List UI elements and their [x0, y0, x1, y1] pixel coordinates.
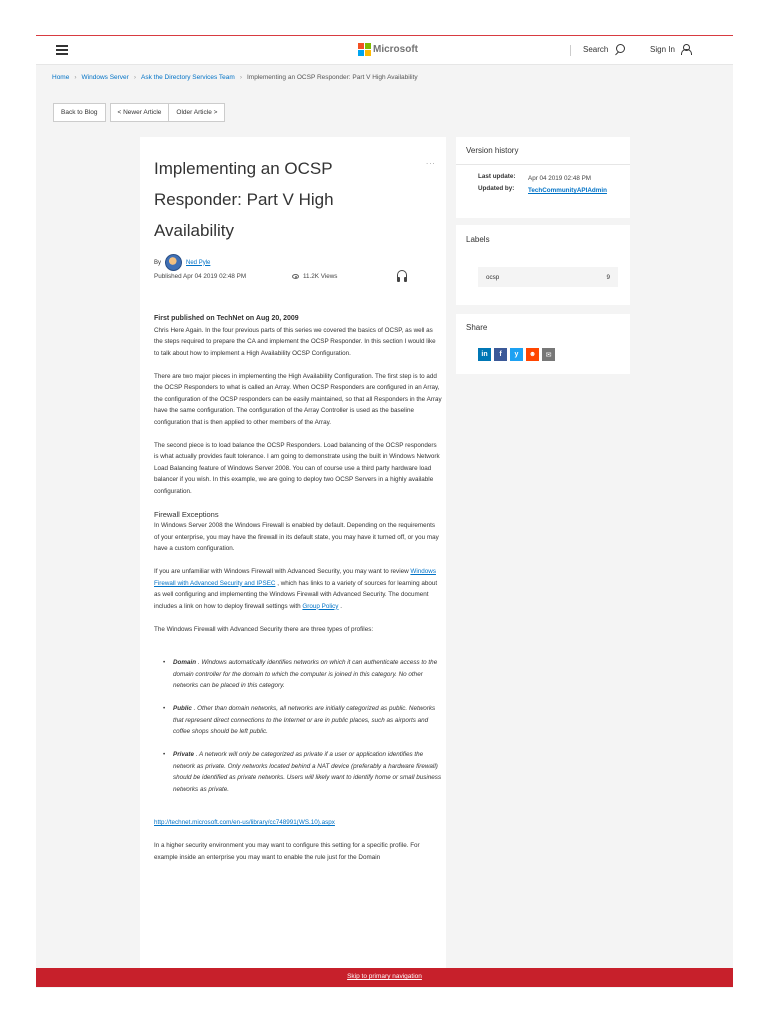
- profile-name: Private: [173, 751, 195, 758]
- more-options-icon[interactable]: ...: [426, 157, 436, 166]
- brand-name: Microsoft: [373, 43, 418, 55]
- firewall-ipsec-link[interactable]: Windows Firewall with Advanced Security and IPSEC: [154, 568, 436, 587]
- profile-text: . Windows automatically identifies networks on which it can authenticate access to the domain controller for the domain to which the computer is joined in this category. No other networks can be placed in this category.: [173, 659, 438, 689]
- breadcrumb: [52, 74, 418, 81]
- chevron-right-icon: ›: [133, 74, 137, 81]
- last-update-label: Last update:: [478, 173, 516, 180]
- profiles-list: [160, 657, 442, 795]
- headphones-icon[interactable]: [397, 270, 407, 280]
- search-button[interactable]: [583, 44, 625, 55]
- chevron-right-icon: ›: [239, 74, 242, 81]
- linkedin-icon[interactable]: in: [478, 348, 491, 361]
- older-article-button[interactable]: Older Article >: [169, 103, 225, 122]
- author-link[interactable]: Ned Pyle: [186, 259, 211, 266]
- microsoft-logo-icon: [358, 43, 370, 55]
- paragraph: Chris Here Again. In the four previous parts of this series we covered the basics of OCSP, as well as the steps required to prepare the CA and implement the OCSP Responder. In this section I would like to talk about how to implement a High Availability OCSP Configuration.: [154, 326, 436, 357]
- view-count: [292, 273, 337, 280]
- group-policy-link[interactable]: Group Policy: [302, 602, 339, 610]
- technet-reference-link[interactable]: http://technet.microsoft.com/en-us/library/cc748991(WS.10).aspx: [154, 819, 335, 826]
- microsoft-logo[interactable]: [358, 43, 418, 55]
- last-update-row: [478, 173, 608, 184]
- list-item: [160, 749, 442, 795]
- twitter-icon[interactable]: y: [510, 348, 523, 361]
- page-frame: [36, 35, 733, 988]
- paragraph: The Windows Firewall with Advanced Security there are three types of profiles:: [154, 625, 374, 633]
- share-icons: [478, 348, 555, 361]
- divider: [456, 164, 630, 165]
- labels-panel: [456, 225, 630, 305]
- breadcrumb-current: Implementing an OCSP Responder: Part V High Availability: [247, 74, 418, 81]
- avatar[interactable]: [165, 254, 182, 271]
- share-panel: [456, 314, 630, 374]
- article-title: Implementing an OCSP Responder: Part V High Availability: [154, 159, 334, 240]
- search-icon: [614, 44, 625, 55]
- paragraph: There are two major pieces in implementing the High Availability Configuration. The first step is to add the OCSP Responders to what is called an Array. When OCSP Responders are configured in an Array, the configuration of the OCSP responders can be easily maintained, so that all Responders in the Array have the same configuration. The configuration of the Array Controller is used as the baseline configuration that is then applied to other members of the Array.: [154, 372, 442, 426]
- first-published: First published on TechNet on Aug 20, 2009: [154, 315, 299, 322]
- content-fade: [144, 955, 446, 969]
- views-label: 11.2K Views: [303, 273, 338, 280]
- paragraph: [154, 817, 442, 829]
- breadcrumb-ask-ds-team[interactable]: Ask the Directory Services Team: [141, 74, 235, 81]
- site-header: [36, 36, 733, 65]
- sign-in-button[interactable]: [650, 44, 691, 55]
- paragraph: In a higher security environment you may want to configure this setting for a specific profile. For example inside an enterprise you may want to enable the rule just for the Domain: [154, 842, 420, 861]
- sign-in-label: Sign In: [650, 45, 675, 54]
- label-count: 9: [606, 273, 610, 281]
- profile-text: . A network will only be categorized as private if a user or application identifies the network as private. Only networks located behind a NAT device (preferably a hardware firewall) should be identified as private networks. Users will likely want to identify home or small business networks as private.: [173, 751, 442, 793]
- version-history-title[interactable]: Version history: [466, 146, 519, 155]
- back-to-blog-button[interactable]: Back to Blog: [53, 103, 106, 122]
- profile-name: Public: [173, 705, 192, 712]
- header-divider: [570, 45, 571, 56]
- share-title: Share: [466, 323, 488, 332]
- paragraph: [154, 566, 442, 612]
- skip-navigation-bar: [36, 968, 733, 987]
- labels-title: Labels: [466, 235, 490, 244]
- text-run: If you are unfamiliar with Windows Firewall with Advanced Security, you may want to review: [154, 568, 411, 575]
- email-icon[interactable]: ✉: [542, 348, 555, 361]
- menu-icon[interactable]: [56, 45, 68, 55]
- profile-text: . Other than domain networks, all networks are initially categorized as public. Networks that represent direct connections to the Internet or are in public places, such as airports and coffee shops should be left public.: [173, 705, 436, 735]
- text-run: , which has links to a variety of sources for learning about as well configuring and implementing the Windows Firewall with Advanced Security. The document includes a link on how to deploy firewall settings with: [154, 579, 438, 610]
- updated-by-label: Updated by:: [478, 185, 515, 192]
- last-update-value: Apr 04 2019 02:48 PM: [528, 175, 592, 182]
- eye-icon: [292, 274, 299, 279]
- facebook-icon[interactable]: f: [494, 348, 507, 361]
- chevron-right-icon: ›: [74, 74, 77, 81]
- skip-to-navigation-link[interactable]: Skip to primary navigation: [347, 973, 422, 980]
- list-item: [160, 703, 442, 738]
- search-label: Search: [583, 45, 609, 54]
- label-item-ocsp[interactable]: [478, 267, 618, 287]
- article-card: [140, 137, 446, 987]
- list-item: [160, 657, 442, 692]
- version-history-panel: [456, 137, 630, 218]
- byline: [154, 254, 210, 271]
- person-icon: [681, 44, 691, 55]
- section-heading: Firewall Exceptions: [154, 509, 219, 519]
- paragraph: In Windows Server 2008 the Windows Firewall is enabled by default. Depending on the requirements of your enterprise, you may have the firewall in its default state, you may have it turned off, or you may have a custom configuration.: [154, 522, 439, 552]
- breadcrumb-home[interactable]: Home: [52, 74, 70, 81]
- updated-by-link[interactable]: TechCommunityAPIAdmin: [528, 187, 607, 194]
- by-label: By: [154, 259, 162, 266]
- updated-by-row: [478, 185, 608, 196]
- reddit-icon[interactable]: ☻: [526, 348, 539, 361]
- label-name: ocsp: [486, 273, 500, 281]
- text-run: .: [338, 602, 342, 610]
- published-date: Published Apr 04 2019 02:48 PM: [154, 273, 247, 280]
- paragraph: The second piece is to load balance the OCSP Responders. Load balancing of the OCSP responders is what actually provides fault tolerance. I am going to demonstrate using the built in Windows Network Load Balancing feature of Windows Server 2008. You can of course use a third party hardware load balancer if you wish. In this example, we are going to deploy two OCSP Servers in a highly available configuration.: [154, 441, 440, 495]
- article-body: [154, 313, 442, 875]
- breadcrumb-windows-server[interactable]: Windows Server: [81, 74, 129, 81]
- article-nav: [53, 103, 225, 122]
- profile-name: Domain: [173, 659, 197, 666]
- newer-article-button[interactable]: < Newer Article: [110, 103, 170, 122]
- updated-by-value: [528, 185, 608, 196]
